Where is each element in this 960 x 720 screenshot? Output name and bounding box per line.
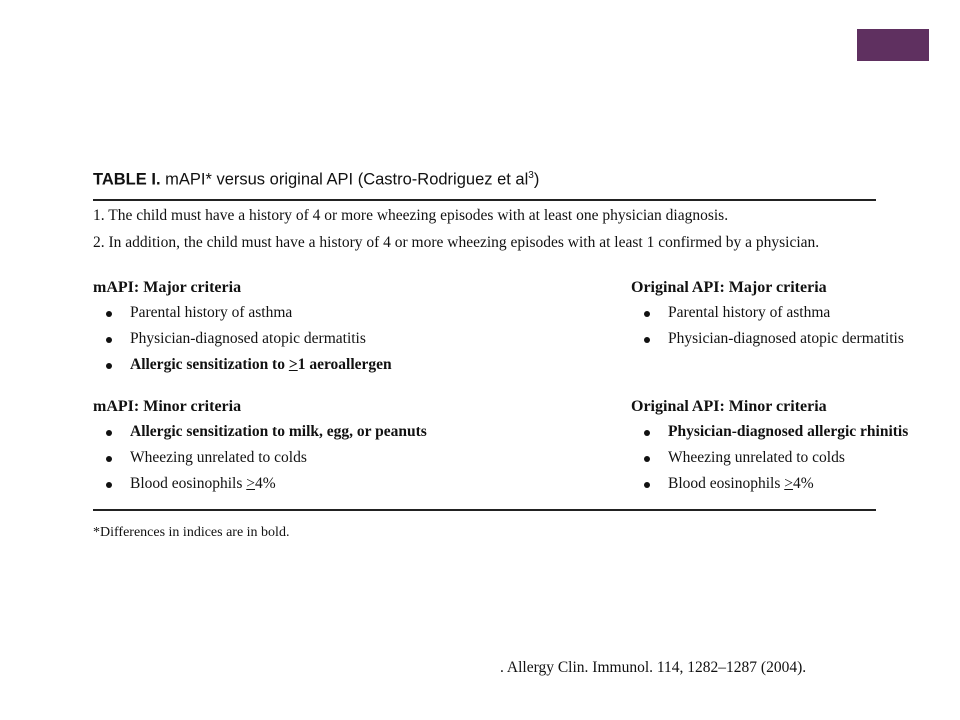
table-bottom-rule — [93, 509, 876, 511]
api-major-criteria — [631, 276, 904, 352]
bullet-icon — [644, 482, 650, 488]
bullet-icon — [644, 430, 650, 436]
mapi-minor-list — [93, 419, 427, 497]
criteria-text: Physician-diagnosed atopic dermatitis — [130, 330, 366, 347]
bullet-icon — [644, 311, 650, 317]
bullet-icon — [106, 482, 112, 488]
criteria-text-tail: 4% — [255, 475, 276, 492]
criteria-item — [106, 471, 427, 497]
table-title-lead: TABLE I. — [93, 170, 161, 189]
bullet-icon — [644, 337, 650, 343]
table-note-2: 2. In addition, the child must have a history of 4 or more wheezing episodes with at least 1 confirmed by a physician. — [93, 234, 820, 251]
table-title-text: mAPI* versus original API (Castro-Rodriguez et al — [160, 170, 529, 189]
bullet-icon — [106, 363, 112, 369]
criteria-text: Physician-diagnosed atopic dermatitis — [668, 330, 904, 347]
mapi-minor-criteria — [93, 395, 427, 497]
table-title-ref: 3 — [528, 170, 534, 181]
criteria-text: Physician-diagnosed allergic rhinitis — [668, 423, 909, 440]
criteria-text: Wheezing unrelated to colds — [130, 449, 307, 466]
bullet-icon — [106, 430, 112, 436]
criteria-item — [644, 445, 908, 471]
criteria-item — [106, 352, 392, 378]
table-top-rule — [93, 199, 876, 201]
api-minor-heading: Original API: Minor criteria — [631, 398, 827, 415]
criteria-text: Blood eosinophils — [668, 475, 785, 492]
criteria-item — [644, 419, 908, 445]
citation: . Allergy Clin. Immunol. 114, 1282–1287 (2004). — [500, 659, 807, 676]
bullet-icon — [644, 456, 650, 462]
criteria-item — [106, 300, 392, 326]
mapi-major-criteria — [93, 276, 392, 378]
mapi-major-heading: mAPI: Major criteria — [93, 279, 242, 296]
table-footnote: *Differences in indices are in bold. — [93, 525, 290, 540]
criteria-text-tail: 1 aeroallergen — [297, 356, 392, 373]
criteria-item — [106, 445, 427, 471]
criteria-item — [644, 326, 904, 352]
criteria-text-tail: 4% — [793, 475, 814, 492]
bullet-icon — [106, 456, 112, 462]
criteria-item — [644, 471, 908, 497]
criteria-item — [106, 326, 392, 352]
table-title — [93, 170, 539, 190]
criteria-item — [644, 300, 904, 326]
bullet-icon — [106, 337, 112, 343]
mapi-minor-heading: mAPI: Minor criteria — [93, 398, 242, 415]
geq-symbol: > — [288, 356, 298, 373]
criteria-text: Parental history of asthma — [668, 304, 831, 321]
table-title-close: ) — [533, 170, 540, 189]
api-minor-list — [631, 419, 908, 497]
criteria-item — [106, 419, 427, 445]
criteria-text: Blood eosinophils — [130, 475, 247, 492]
criteria-text: Allergic sensitization to milk, egg, or peanuts — [130, 423, 427, 440]
criteria-text: Allergic sensitization to — [130, 356, 289, 373]
api-major-list — [631, 300, 904, 352]
api-minor-criteria — [631, 395, 908, 497]
criteria-text: Wheezing unrelated to colds — [668, 449, 845, 466]
mapi-major-list — [93, 300, 392, 378]
geq-symbol: > — [784, 475, 794, 492]
corner-accent-box — [857, 29, 929, 61]
api-major-heading: Original API: Major criteria — [631, 279, 827, 296]
geq-symbol: > — [246, 475, 256, 492]
table-note-1: 1. The child must have a history of 4 or more wheezing episodes with at least one physician diagnosis. — [93, 207, 729, 224]
criteria-text: Parental history of asthma — [130, 304, 293, 321]
bullet-icon — [106, 311, 112, 317]
